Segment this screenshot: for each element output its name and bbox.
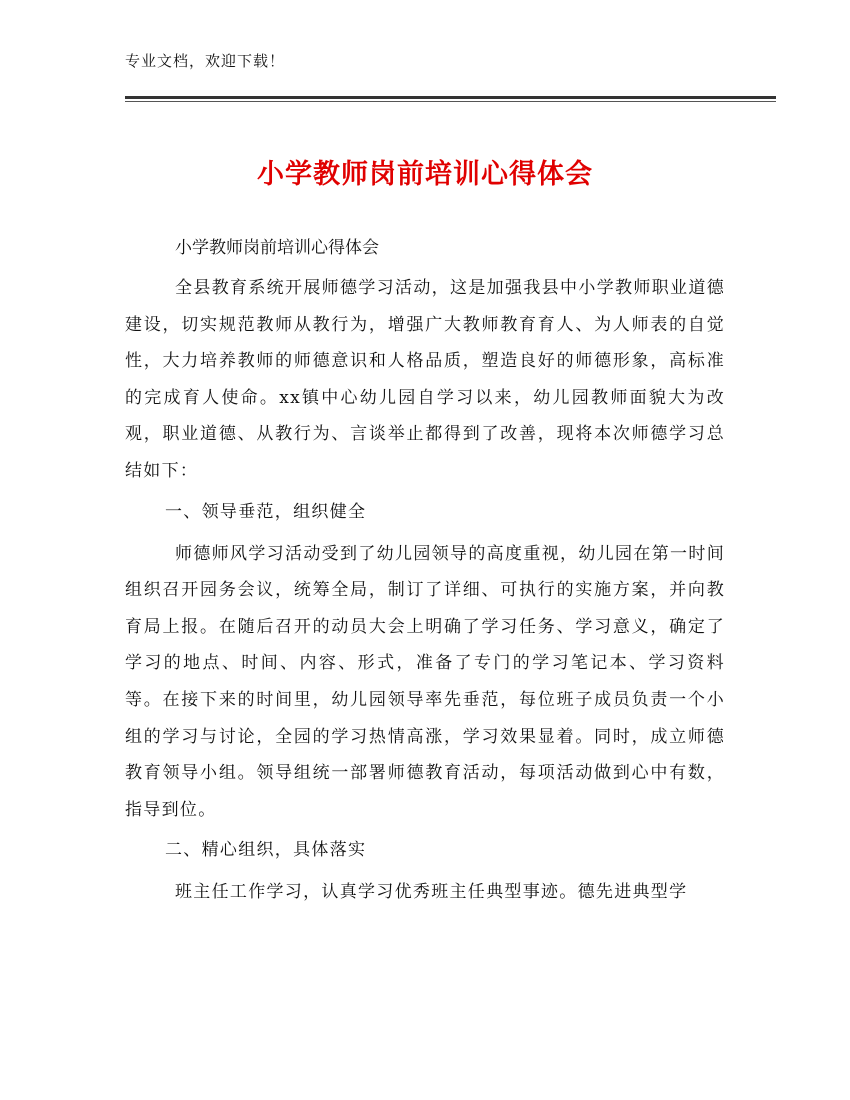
intro-paragraph: 全县教育系统开展师德学习活动，这是加强我县中小学教师职业道德建设，切实规范教师从教行为，增强广大教师教育育人、为人师表的自觉性，大力培养教师的师德意识和人格品质，塑造良好的师德形象，高标准的完成育人使命。xx镇中心幼儿园自学习以来，幼儿园教师面貌大为改观，职业道德、从教行为、言谈举止都得到了改善，现将本次师德学习总结如下：	[125, 278, 725, 481]
section-paragraph-2: 班主任工作学习，认真学习优秀班主任典型事迹。德先进典型学	[175, 882, 688, 903]
header-rule-thick	[125, 96, 776, 99]
document-title: 小学教师岗前培训心得体会	[257, 159, 593, 190]
header-rule-thin	[125, 101, 776, 102]
section-heading-1: 一、领导垂范，组织健全	[165, 501, 367, 522]
document-subtitle: 小学教师岗前培训心得体会	[175, 238, 379, 258]
section-heading-2: 二、精心组织，具体落实	[165, 840, 367, 861]
section-paragraph-1: 师德师风学习活动受到了幼儿园领导的高度重视，幼儿园在第一时间组织召开园务会议，统筹全局，制订了详细、可执行的实施方案，并向教育局上报。在随后召开的动员大会上明确了学习任务、学习意义，确定了学习的地点、时间、内容、形式，准备了专门的学习笔记本、学习资料等。在接下来的时间里，幼儿园领导率先垂范，每位班子成员负责一个小组的学习与讨论，全园的学习热情高涨，学习效果显着。同时，成立师德教育领导小组。领导组统一部署师德教育活动，每项活动做到心中有数，指导到位。	[125, 543, 725, 820]
document-body	[125, 230, 725, 915]
header-text: 专业文档，欢迎下载！	[125, 52, 286, 70]
